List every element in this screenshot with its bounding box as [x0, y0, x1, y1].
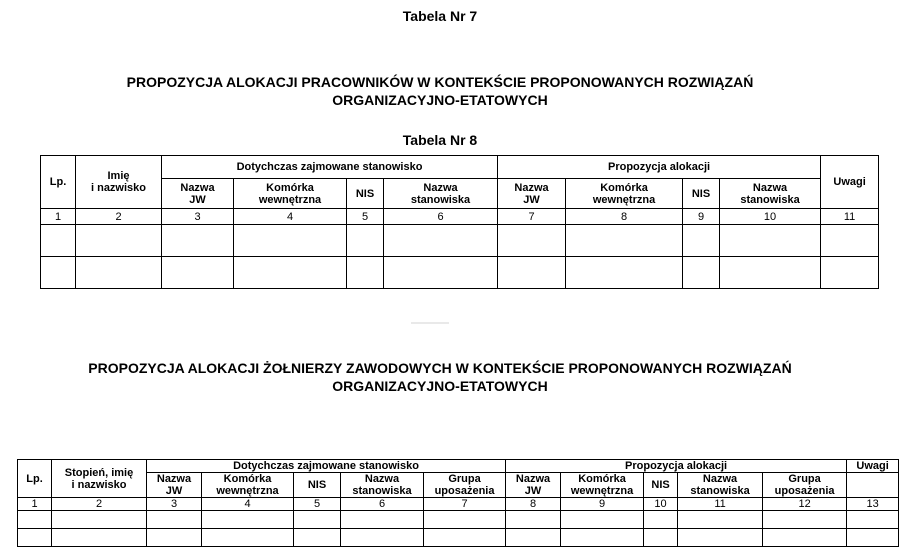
column-number: 2	[52, 498, 147, 511]
sub-header: Nazwa JW	[498, 179, 566, 209]
section2-title-line2: ORGANIZACYJNO-ETATOWYCH	[332, 378, 548, 394]
table-cell[interactable]	[162, 225, 234, 257]
column-number: 2	[76, 209, 162, 225]
column-number: 11	[678, 498, 763, 511]
sub-header: Grupa uposażenia	[763, 473, 847, 498]
table-cell[interactable]	[162, 257, 234, 289]
column-number: 9	[561, 498, 644, 511]
column-number: 3	[147, 498, 202, 511]
tabela-7-label: Tabela Nr 7	[402, 8, 478, 24]
column-number: 5	[294, 498, 341, 511]
employee-allocation-table	[40, 155, 879, 289]
tabela-8-label: Tabela Nr 8	[402, 132, 478, 148]
sub-header: NIS	[683, 179, 720, 209]
table-cell[interactable]	[424, 511, 506, 529]
table-cell[interactable]	[294, 529, 341, 547]
group-proposed-header: Propozycja alokacji	[498, 156, 821, 179]
column-number: 7	[498, 209, 566, 225]
table-cell[interactable]	[341, 529, 424, 547]
table-row	[18, 529, 899, 547]
table-cell[interactable]	[720, 225, 821, 257]
table-cell[interactable]	[202, 529, 294, 547]
table-row	[18, 511, 899, 529]
table-cell[interactable]	[561, 529, 644, 547]
section1-title-line1: PROPOZYCJA ALOKACJI PRACOWNIKÓW W KONTEKŚCIE PROPONOWANYCH ROZWIĄZAŃ	[126, 74, 754, 90]
col-remarks-header: Uwagi	[821, 156, 879, 209]
col-name-header: Imię i nazwisko	[76, 156, 162, 209]
column-number: 7	[424, 498, 506, 511]
soldier-allocation-table	[17, 459, 899, 547]
table-cell[interactable]	[566, 257, 683, 289]
column-number: 1	[41, 209, 76, 225]
column-number: 12	[763, 498, 847, 511]
sub-header: NIS	[644, 473, 678, 498]
column-number: 1	[18, 498, 52, 511]
column-number: 4	[202, 498, 294, 511]
table-cell[interactable]	[18, 529, 52, 547]
table-cell[interactable]	[234, 257, 347, 289]
column-number: 10	[644, 498, 678, 511]
col-lp-header: Lp.	[18, 460, 52, 498]
table-cell[interactable]	[847, 529, 899, 547]
table-cell[interactable]	[683, 257, 720, 289]
table-cell[interactable]	[52, 529, 147, 547]
sub-header: NIS	[294, 473, 341, 498]
column-number: 10	[720, 209, 821, 225]
section1-title-line2: ORGANIZACYJNO-ETATOWYCH	[332, 92, 548, 108]
table-cell[interactable]	[18, 511, 52, 529]
column-number: 6	[384, 209, 498, 225]
table-cell[interactable]	[341, 511, 424, 529]
column-number: 13	[847, 498, 899, 511]
table-cell[interactable]	[506, 511, 561, 529]
table-cell	[847, 473, 899, 498]
table-cell[interactable]	[821, 225, 879, 257]
table-cell[interactable]	[41, 225, 76, 257]
table-cell[interactable]	[384, 225, 498, 257]
table-cell[interactable]	[506, 529, 561, 547]
table-cell[interactable]	[683, 225, 720, 257]
table-cell[interactable]	[76, 257, 162, 289]
col-remarks-header: Uwagi	[847, 460, 899, 473]
sub-header: NIS	[347, 179, 384, 209]
col-rank-name-header: Stopień, imię i nazwisko	[52, 460, 147, 498]
sub-header: Nazwa stanowiska	[384, 179, 498, 209]
group-current-header: Dotychczas zajmowane stanowisko	[147, 460, 506, 473]
group-proposed-header: Propozycja alokacji	[506, 460, 847, 473]
table-cell[interactable]	[847, 511, 899, 529]
sub-header: Komórka wewnętrzna	[202, 473, 294, 498]
column-number: 8	[566, 209, 683, 225]
sub-header: Nazwa stanowiska	[720, 179, 821, 209]
column-number: 4	[234, 209, 347, 225]
sub-header: Grupa uposażenia	[424, 473, 506, 498]
faint-divider-mark	[411, 322, 449, 324]
table-cell[interactable]	[384, 257, 498, 289]
group-current-header: Dotychczas zajmowane stanowisko	[162, 156, 498, 179]
table-cell[interactable]	[202, 511, 294, 529]
table-cell[interactable]	[678, 529, 763, 547]
table-cell[interactable]	[644, 529, 678, 547]
table-cell[interactable]	[147, 511, 202, 529]
table-cell[interactable]	[763, 511, 847, 529]
section2-title-line1: PROPOZYCJA ALOKACJI ŻOŁNIERZY ZAWODOWYCH W KONTEKŚCIE PROPONOWANYCH ROZWIĄZAŃ	[88, 360, 792, 376]
table-cell[interactable]	[347, 225, 384, 257]
sub-header: Komórka wewnętrzna	[234, 179, 347, 209]
table-cell[interactable]	[147, 529, 202, 547]
sub-header: Nazwa stanowiska	[341, 473, 424, 498]
column-number: 11	[821, 209, 879, 225]
col-lp-header: Lp.	[41, 156, 76, 209]
table-cell[interactable]	[347, 257, 384, 289]
table-row	[41, 257, 879, 289]
column-number: 5	[347, 209, 384, 225]
table-cell[interactable]	[566, 225, 683, 257]
table-cell[interactable]	[52, 511, 147, 529]
table-cell[interactable]	[561, 511, 644, 529]
table-cell[interactable]	[763, 529, 847, 547]
sub-header: Nazwa JW	[162, 179, 234, 209]
sub-header: Komórka wewnętrzna	[566, 179, 683, 209]
table-cell[interactable]	[41, 257, 76, 289]
sub-header: Komórka wewnętrzna	[561, 473, 644, 498]
table-cell[interactable]	[76, 225, 162, 257]
table-cell[interactable]	[294, 511, 341, 529]
column-number: 9	[683, 209, 720, 225]
column-number: 6	[341, 498, 424, 511]
table-cell[interactable]	[821, 257, 879, 289]
sub-header: Nazwa JW	[506, 473, 561, 498]
table-cell[interactable]	[720, 257, 821, 289]
table-cell[interactable]	[498, 257, 566, 289]
table-row	[41, 225, 879, 257]
sub-header: Nazwa JW	[147, 473, 202, 498]
table-cell[interactable]	[498, 225, 566, 257]
sub-header: Nazwa stanowiska	[678, 473, 763, 498]
table-cell[interactable]	[644, 511, 678, 529]
table-cell[interactable]	[424, 529, 506, 547]
table-cell[interactable]	[678, 511, 763, 529]
column-number: 8	[506, 498, 561, 511]
column-number: 3	[162, 209, 234, 225]
table-cell[interactable]	[234, 225, 347, 257]
